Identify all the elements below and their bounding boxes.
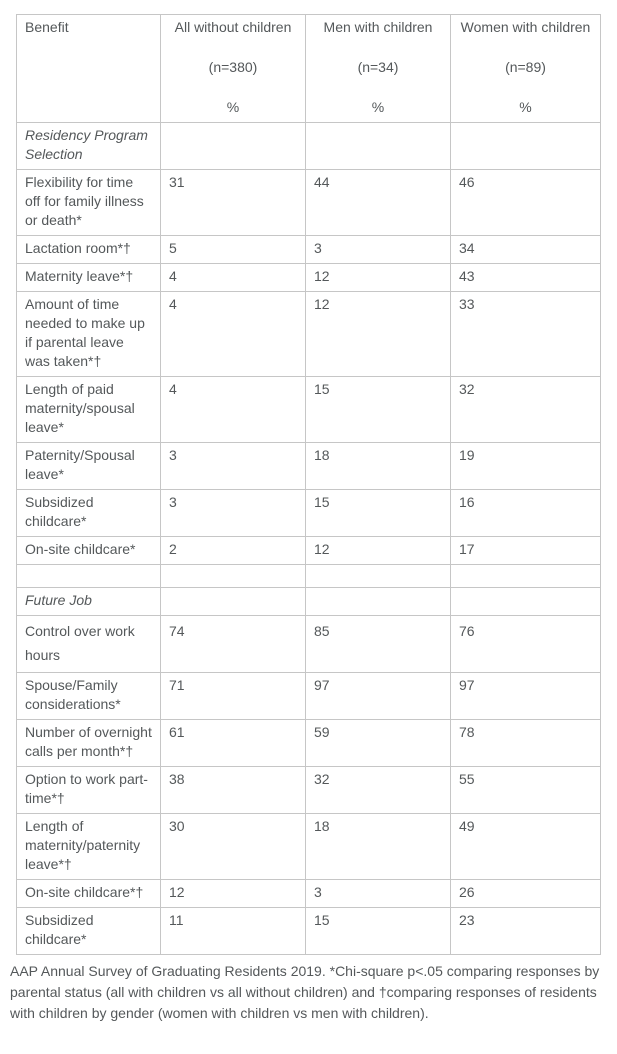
value-cell: 18 xyxy=(306,814,451,880)
benefit-cell: Number of overnight calls per month*† xyxy=(17,720,161,767)
benefit-cell: Length of maternity/paternity leave*† xyxy=(17,814,161,880)
value-cell: 30 xyxy=(161,814,306,880)
table-row xyxy=(17,443,601,490)
value-cell: 4 xyxy=(161,377,306,443)
value-cell: 55 xyxy=(451,767,601,814)
column-sample-size: (n=34) xyxy=(357,59,399,75)
value-cell: 97 xyxy=(306,673,451,720)
value-cell: 18 xyxy=(306,443,451,490)
spacer-cell xyxy=(306,565,451,588)
benefit-cell: Option to work part-time*† xyxy=(17,767,161,814)
column-sample-size: (n=380) xyxy=(208,59,258,75)
benefit-cell: Lactation room*† xyxy=(17,236,161,264)
table-row xyxy=(17,264,601,292)
value-cell: 3 xyxy=(306,236,451,264)
table-body xyxy=(17,123,601,955)
benefit-cell: Amount of time needed to make up if parental leave was taken*† xyxy=(17,292,161,377)
benefit-cell: Spouse/Family considerations* xyxy=(17,673,161,720)
table-row xyxy=(17,236,601,264)
value-cell: 32 xyxy=(451,377,601,443)
benefits-table xyxy=(16,14,601,955)
value-cell: 3 xyxy=(306,880,451,908)
value-cell: 17 xyxy=(451,537,601,565)
spacer-cell xyxy=(17,565,161,588)
value-cell: 3 xyxy=(161,490,306,537)
value-cell xyxy=(161,588,306,616)
benefit-cell: Paternity/Spousal leave* xyxy=(17,443,161,490)
value-cell: 85 xyxy=(306,616,451,673)
value-cell: 26 xyxy=(451,880,601,908)
column-title: Benefit xyxy=(25,19,69,35)
value-cell: 15 xyxy=(306,908,451,955)
benefit-cell: Control over work hours xyxy=(17,616,161,673)
value-cell: 3 xyxy=(161,443,306,490)
table-row xyxy=(17,720,601,767)
benefit-cell: Subsidized childcare* xyxy=(17,490,161,537)
value-cell: 59 xyxy=(306,720,451,767)
value-cell: 12 xyxy=(306,537,451,565)
table-row xyxy=(17,377,601,443)
table-footnote: AAP Annual Survey of Graduating Residents 2019. *Chi-square p<.05 comparing responses by parental status (all with children vs all without children) and †comparing responses of residents with children by gender (women with children vs men with children). xyxy=(10,963,600,1021)
table-row xyxy=(17,673,601,720)
value-cell: 11 xyxy=(161,908,306,955)
value-cell: 74 xyxy=(161,616,306,673)
value-cell xyxy=(306,123,451,170)
table-row xyxy=(17,767,601,814)
column-header-women-with-children xyxy=(451,15,601,123)
column-header-all-without-children xyxy=(161,15,306,123)
value-cell: 19 xyxy=(451,443,601,490)
column-title: Women with children xyxy=(460,19,591,35)
value-cell: 38 xyxy=(161,767,306,814)
table-row xyxy=(17,880,601,908)
value-cell: 49 xyxy=(451,814,601,880)
value-cell: 12 xyxy=(306,292,451,377)
column-percent-label: % xyxy=(371,99,385,115)
value-cell: 16 xyxy=(451,490,601,537)
value-cell: 97 xyxy=(451,673,601,720)
value-cell xyxy=(306,588,451,616)
column-percent-label: % xyxy=(519,99,532,115)
spacer-cell xyxy=(161,565,306,588)
value-cell: 2 xyxy=(161,537,306,565)
benefit-cell: On-site childcare* xyxy=(17,537,161,565)
column-header-benefit xyxy=(17,15,161,123)
value-cell: 34 xyxy=(451,236,601,264)
value-cell: 44 xyxy=(306,170,451,236)
column-title: Men with children xyxy=(323,19,433,35)
column-percent-label: % xyxy=(226,99,240,115)
table-row xyxy=(17,814,601,880)
table-row xyxy=(17,616,601,673)
value-cell: 5 xyxy=(161,236,306,264)
value-cell: 15 xyxy=(306,490,451,537)
table-row xyxy=(17,908,601,955)
value-cell: 4 xyxy=(161,264,306,292)
benefit-cell: Flexibility for time off for family illness or death* xyxy=(17,170,161,236)
table-row xyxy=(17,292,601,377)
value-cell: 33 xyxy=(451,292,601,377)
benefit-cell: On-site childcare*† xyxy=(17,880,161,908)
value-cell xyxy=(451,123,601,170)
value-cell: 15 xyxy=(306,377,451,443)
benefit-cell: Subsidized childcare* xyxy=(17,908,161,955)
value-cell: 12 xyxy=(306,264,451,292)
spacer-row xyxy=(17,565,601,588)
value-cell: 76 xyxy=(451,616,601,673)
value-cell: 78 xyxy=(451,720,601,767)
benefit-cell: Length of paid maternity/spousal leave* xyxy=(17,377,161,443)
section-label: Residency Program Selection xyxy=(17,123,161,170)
benefit-cell: Maternity leave*† xyxy=(17,264,161,292)
value-cell: 32 xyxy=(306,767,451,814)
value-cell: 71 xyxy=(161,673,306,720)
spacer-cell xyxy=(451,565,601,588)
column-sample-size: (n=89) xyxy=(505,59,546,75)
value-cell: 12 xyxy=(161,880,306,908)
value-cell xyxy=(161,123,306,170)
column-header-men-with-children xyxy=(306,15,451,123)
section-row-future-job xyxy=(17,588,601,616)
value-cell: 4 xyxy=(161,292,306,377)
column-title: All without children xyxy=(174,19,292,35)
value-cell: 43 xyxy=(451,264,601,292)
section-label: Future Job xyxy=(17,588,161,616)
table-header xyxy=(17,15,601,123)
table-row xyxy=(17,537,601,565)
header-row xyxy=(17,15,601,123)
table-row xyxy=(17,170,601,236)
value-cell xyxy=(451,588,601,616)
value-cell: 23 xyxy=(451,908,601,955)
section-row-residency-program-selection xyxy=(17,123,601,170)
table-row xyxy=(17,490,601,537)
value-cell: 46 xyxy=(451,170,601,236)
value-cell: 61 xyxy=(161,720,306,767)
value-cell: 31 xyxy=(161,170,306,236)
